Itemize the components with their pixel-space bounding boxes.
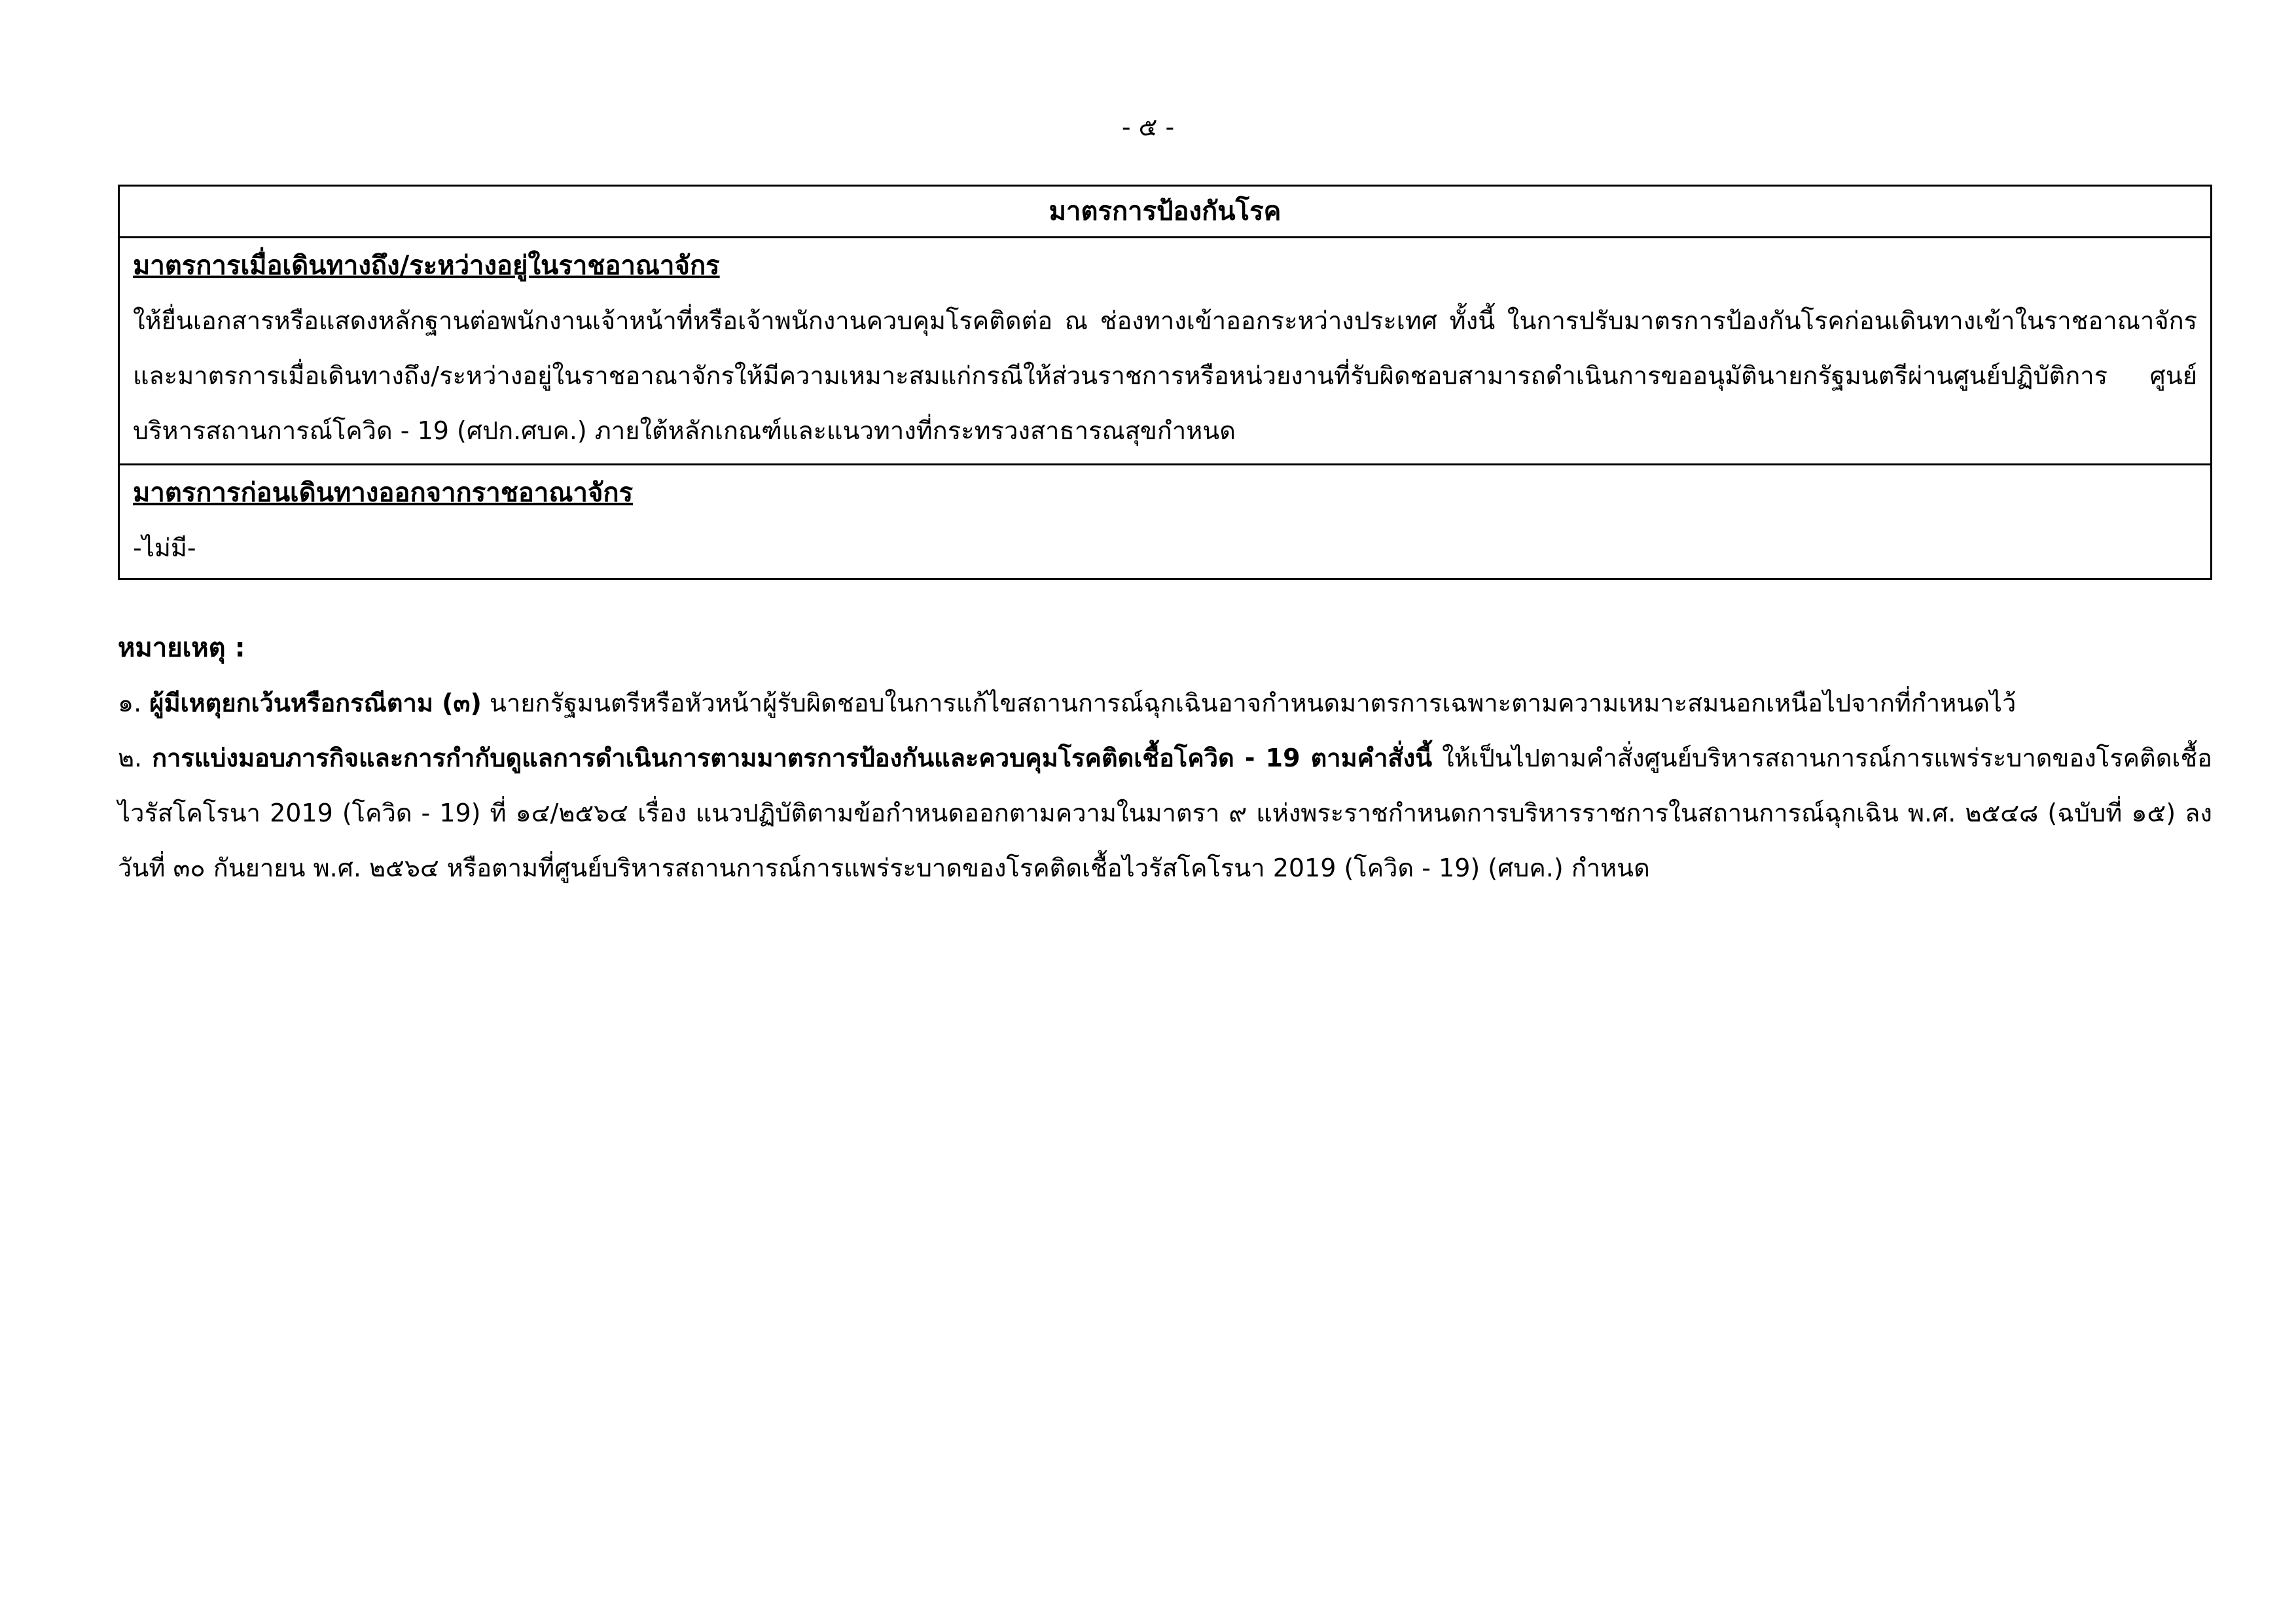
arrival-measures-heading: มาตรการเมื่อเดินทางถึง/ระหว่างอยู่ในราชอาณาจักร xyxy=(133,251,720,281)
note-number: ๑. xyxy=(118,689,142,717)
page-number: - ๕ - xyxy=(1121,113,1175,141)
arrival-measures-section xyxy=(120,238,2210,465)
arrival-measures-body: ให้ยื่นเอกสารหรือแสดงหลักฐานต่อพนักงานเจ้าหน้าที่หรือเจ้าพนักงานควบคุมโรคติดต่อ ณ ช่องทางเข้าออกระหว่างประเทศ ทั้งนี้ ในการปรับมาตรการป้องกันโรคก่อนเดินทางเข้าในราชอาณาจักรและมาตรการเมื่อเดินทางถึง/ระหว่างอยู่ในราชอาณาจักรให้มีความเหมาะสมแก่กรณีให้ส่วนราชการหรือหน่วยงานที่รับผิดชอบสามารถดำเนินการขออนุมัตินายกรัฐมนตรีผ่านศูนย์ปฏิบัติการ ศูนย์บริหารสถานการณ์โควิด - 19 (ศปก.ศบค.) ภายใต้หลักเกณฑ์และแนวทางที่กระทรวงสาธารณสุขกำหนด xyxy=(133,306,2197,445)
notes-title: หมายเหตุ : xyxy=(118,633,245,663)
departure-measures-heading: มาตรการก่อนเดินทางออกจากราชอาณาจักร xyxy=(133,478,634,508)
note-item-1 xyxy=(118,676,2212,731)
note-number: ๒. xyxy=(118,744,143,772)
note-text: ให้เป็นไปตามคำสั่งศูนย์บริหารสถานการณ์การแพร่ระบาดของโรคติดเชื้อไวรัสโคโรนา 2019 (โควิด - 19) ที่ ๑๔/๒๕๖๔ เรื่อง แนวปฏิบัติตามข้อกำหนดออกตามความในมาตรา ๙ แห่งพระราชกำหนดการบริหารราชการในสถานการณ์ฉุกเฉิน พ.ศ. ๒๕๔๘ (ฉบับที่ ๑๕) ลงวันที่ ๓๐ กันยายน พ.ศ. ๒๕๖๔ หรือตามที่ศูนย์บริหารสถานการณ์การแพร่ระบาดของโรคติดเชื้อไวรัสโคโรนา 2019 (โควิด - 19) (ศบค.) กำหนด xyxy=(118,744,2212,882)
note-lead: การแบ่งมอบภารกิจและการกำกับดูแลการดำเนินการตามมาตรการป้องกันและควบคุมโรคติดเชื้อโควิด - 19 ตามคำสั่งนี้ xyxy=(152,744,1433,772)
table-header: มาตรการป้องกันโรค xyxy=(120,187,2210,238)
departure-measures-section xyxy=(120,465,2210,578)
note-item-2 xyxy=(118,731,2212,895)
note-text: นายกรัฐมนตรีหรือหัวหน้าผู้รับผิดชอบในการแก้ไขสถานการณ์ฉุกเฉินอาจกำหนดมาตรการเฉพาะตามความเหมาะสมนอกเหนือไปจากที่กำหนดไว้ xyxy=(489,689,2017,717)
departure-measures-body: -ไม่มี- xyxy=(133,533,196,562)
note-lead: ผู้มีเหตุยกเว้นหรือกรณีตาม (๓) xyxy=(149,689,482,717)
disease-prevention-measures-table xyxy=(118,185,2212,580)
notes-section xyxy=(118,621,2212,895)
